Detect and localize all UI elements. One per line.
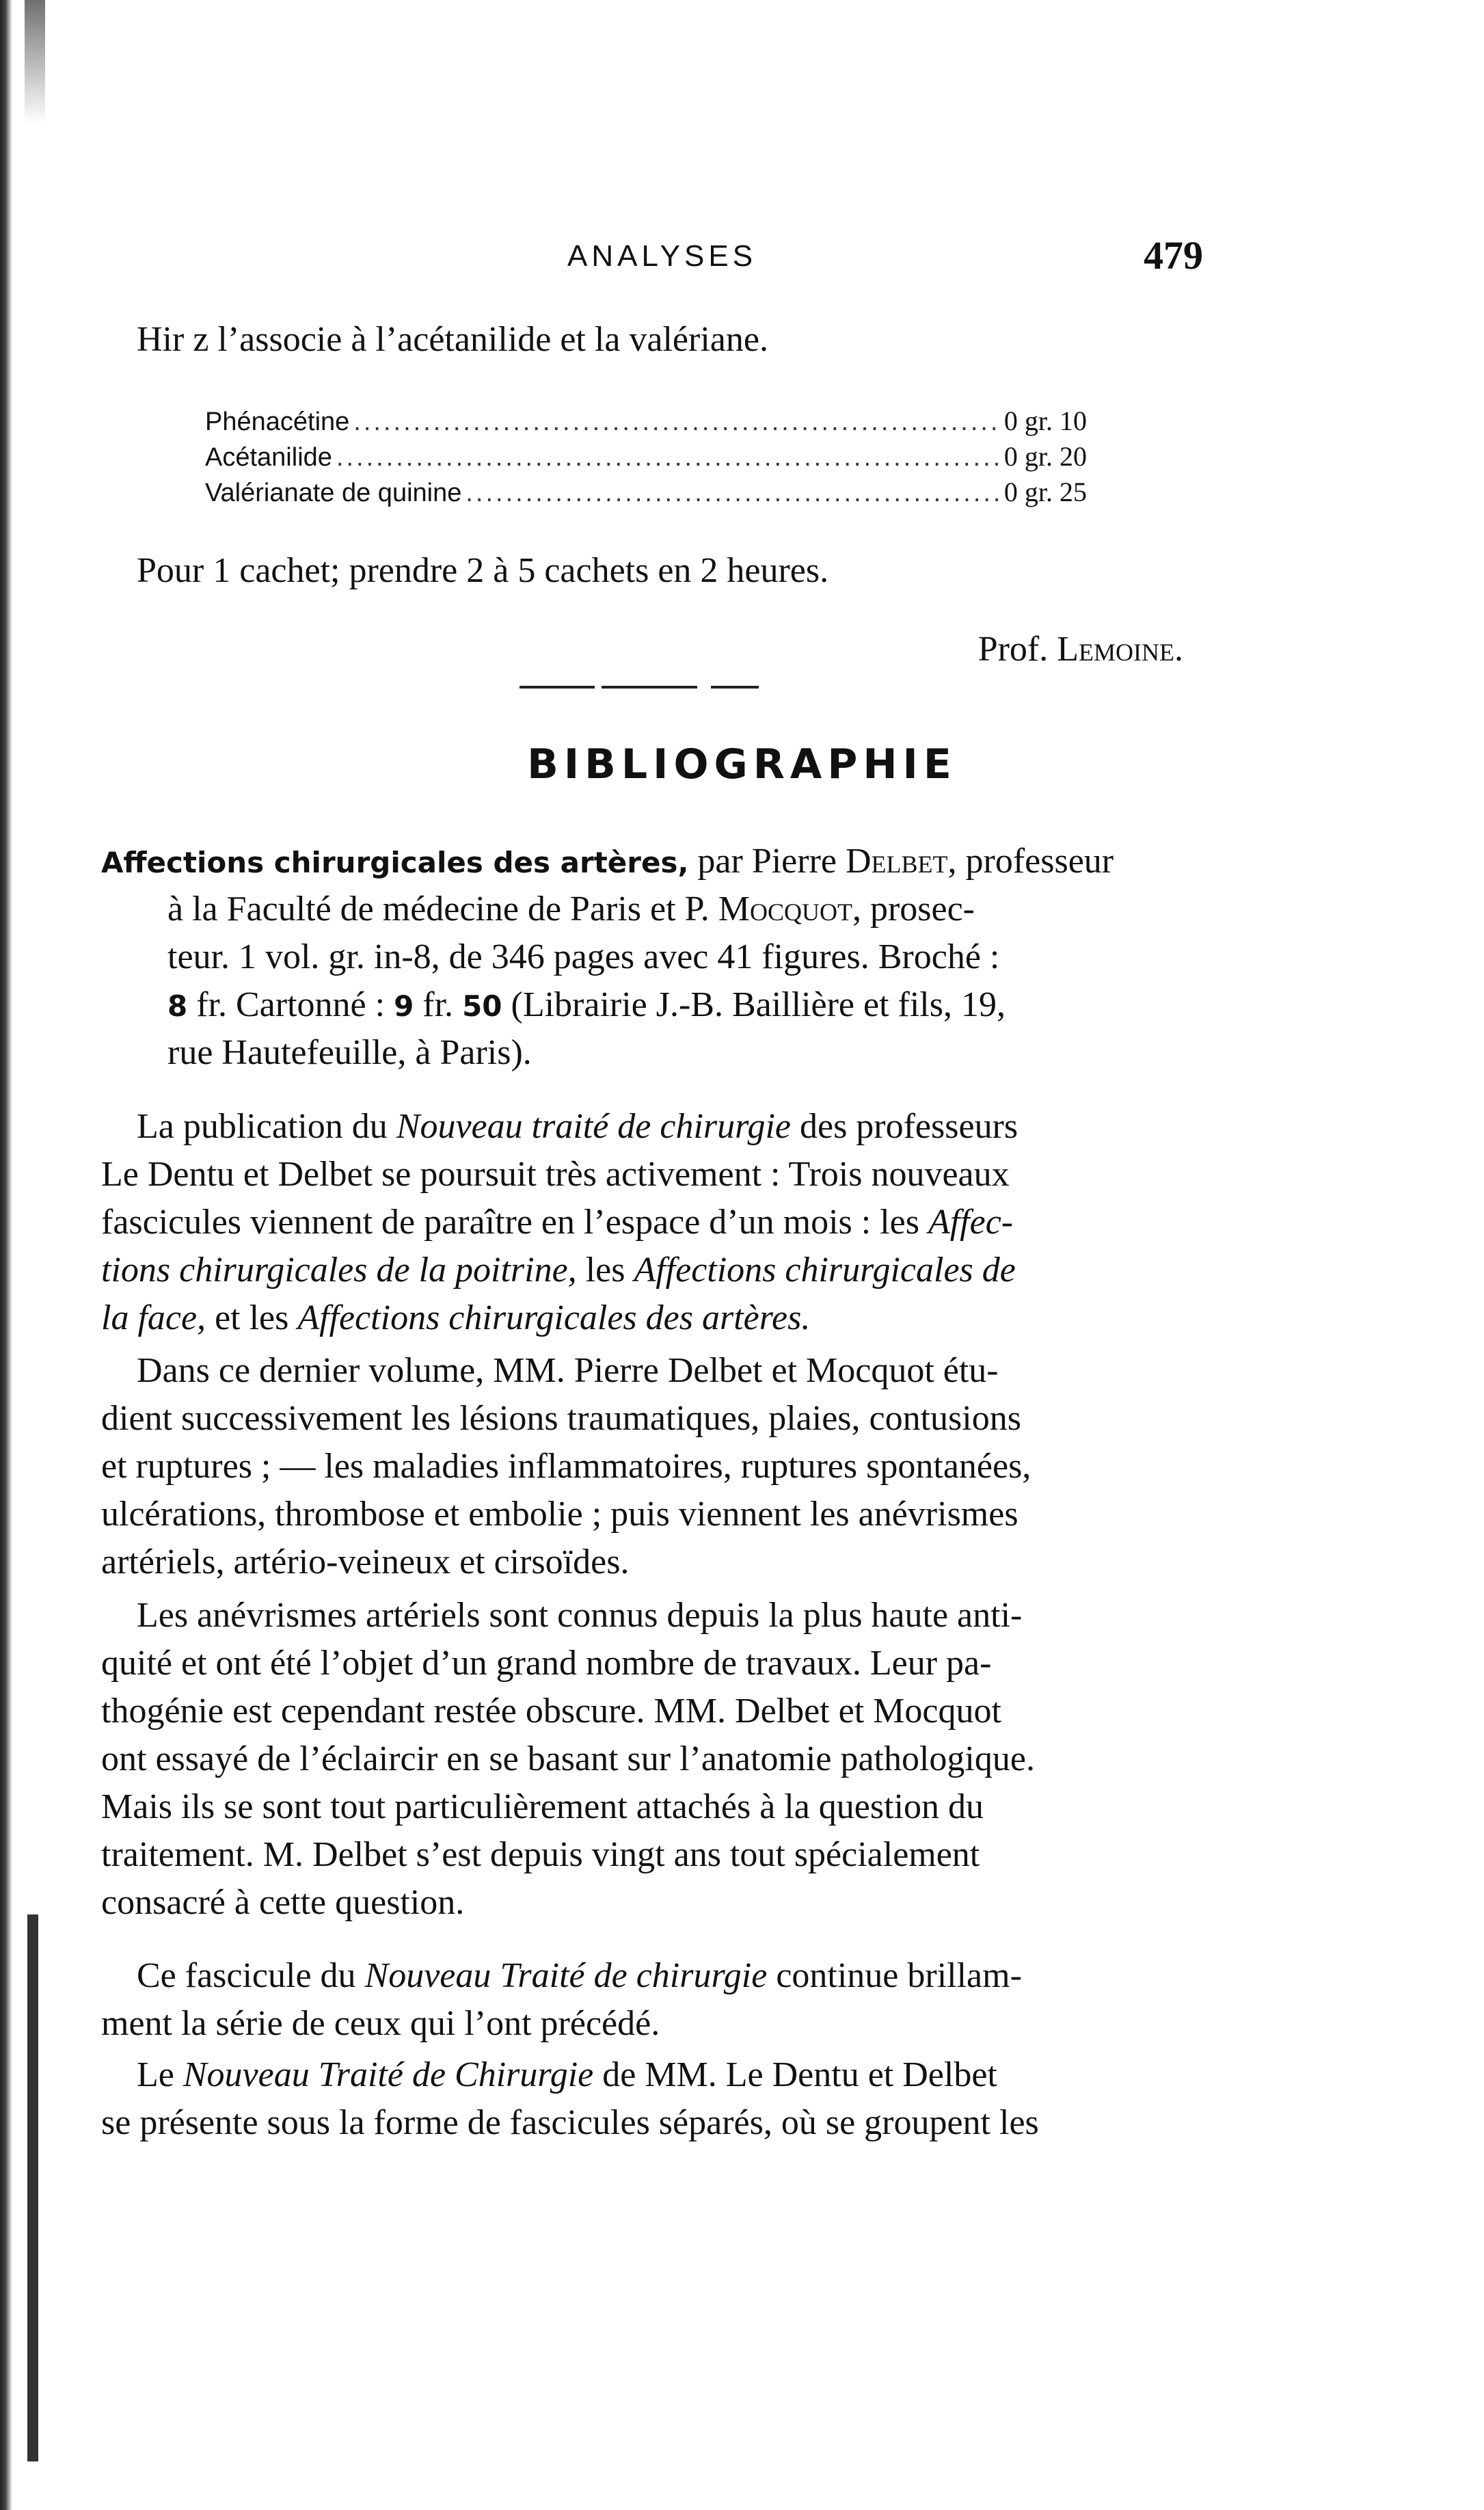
- formula-row: [205, 440, 1087, 476]
- section-title: BIBLIOGRAPHIE: [527, 740, 957, 788]
- ingredient-quantity: 0 gr. 10: [1003, 405, 1087, 436]
- paragraph-line: ment la série de ceux qui l’ont précédé.: [101, 2004, 660, 2043]
- paragraph-line: dient successivement les lésions traumatiques, plaies, contusions: [101, 1399, 1021, 1438]
- separator-rule: [602, 686, 697, 689]
- paragraph-line: tions chirurgicales de la poitrine, les Affections chirurgicales de: [101, 1251, 1016, 1290]
- scan-artifact: [25, 0, 45, 123]
- formula-row: [205, 476, 1087, 511]
- book-entry-line: Affections chirurgicales des artères, par Pierre Delbet, professeur: [101, 842, 1114, 881]
- signature: [978, 629, 1183, 669]
- paragraph-line: consacré à cette question.: [101, 1883, 465, 1922]
- author-name: Mocquot: [718, 890, 852, 929]
- book-entry-line: teur. 1 vol. gr. in-8, de 346 pages avec 41 figures. Broché :: [167, 937, 1000, 976]
- paragraph-line: Mais ils se sont tout particulièrement attachés à la question du: [101, 1787, 984, 1826]
- ingredient-name: Valérianate de quinine: [205, 479, 462, 507]
- dot-leader: [353, 408, 1000, 437]
- paragraph-line: et ruptures ; — les maladies inflammatoires, ruptures spontanées,: [101, 1447, 1031, 1486]
- ingredient-quantity: 0 gr. 20: [1003, 441, 1087, 472]
- ingredient-quantity: 0 gr. 25: [1003, 477, 1087, 507]
- scan-artifact-bar: [27, 1914, 38, 2461]
- paragraph-line: se présente sous la forme de fascicules séparés, où se groupent les: [101, 2103, 1039, 2142]
- paragraph-line: Les anévrismes artériels sont connus depuis la plus haute anti-: [137, 1596, 1023, 1635]
- ingredient-name: Acétanilide: [205, 443, 332, 472]
- author-name: Delbet: [845, 842, 948, 881]
- intro-line: Hir z l’associe à l’acétanilide et la valériane.: [137, 320, 768, 359]
- formula-row: [205, 405, 1087, 440]
- prescription-formula: [205, 405, 1087, 511]
- page-binding-edge: [0, 0, 12, 2510]
- page-header: [137, 232, 1203, 287]
- paragraph-line: thogénie est cependant restée obscure. MM. Delbet et Mocquot: [101, 1692, 1001, 1731]
- signature-name: Lemoine.: [1057, 630, 1183, 669]
- paragraph-line: la face, et les Affections chirurgicales des artères.: [101, 1298, 811, 1337]
- book-entry-line: rue Hautefeuille, à Paris).: [167, 1033, 532, 1072]
- dot-leader: [336, 443, 1000, 472]
- paragraph-line: Ce fascicule du Nouveau Traité de chirurgie continue brillam-: [137, 1956, 1022, 1995]
- paragraph-line: Dans ce dernier volume, MM. Pierre Delbet et Mocquot étu-: [137, 1351, 999, 1390]
- paragraph-line: ont essayé de l’éclaircir en se basant sur l’anatomie pathologique.: [101, 1739, 1035, 1778]
- paragraph-line: traitement. M. Delbet s’est depuis vingt ans tout spécialement: [101, 1835, 980, 1874]
- paragraph-line: artériels, artério-veineux et cirsoïdes.: [101, 1543, 630, 1581]
- ingredient-name: Phénacétine: [205, 408, 350, 436]
- dot-leader: [466, 479, 1000, 508]
- book-entry-line: à la Faculté de médecine de Paris et P. Mocquot, prosec-: [167, 890, 975, 929]
- signature-prefix: Prof.: [977, 630, 1049, 669]
- paragraph-line: fascicules viennent de paraître en l’espace d’un mois : les Affec-: [101, 1203, 1014, 1242]
- page-number: 479: [1144, 233, 1203, 278]
- running-title: ANALYSES: [567, 239, 757, 273]
- paragraph-line: quité et ont été l’objet d’un grand nombre de travaux. Leur pa-: [101, 1644, 992, 1683]
- separator-rule: [711, 686, 759, 689]
- paragraph-line: Le Dentu et Delbet se poursuit très activement : Trois nouveaux: [101, 1155, 1010, 1194]
- book-title: Affections chirurgicales des artères,: [101, 846, 689, 879]
- separator-rule: [520, 686, 595, 689]
- paragraph-line: ulcérations, thrombose et embolie ; puis viennent les anévrismes: [101, 1495, 1018, 1534]
- paragraph-line: La publication du Nouveau traité de chirurgie des professeurs: [137, 1107, 1018, 1146]
- dosage-line: Pour 1 cachet; prendre 2 à 5 cachets en 2 heures.: [137, 551, 829, 590]
- book-entry-line: 8 fr. Cartonné : 9 fr. 50 (Librairie J.-B. Baillière et fils, 19,: [167, 985, 1006, 1024]
- paragraph-line: Le Nouveau Traité de Chirurgie de MM. Le Dentu et Delbet: [137, 2055, 997, 2094]
